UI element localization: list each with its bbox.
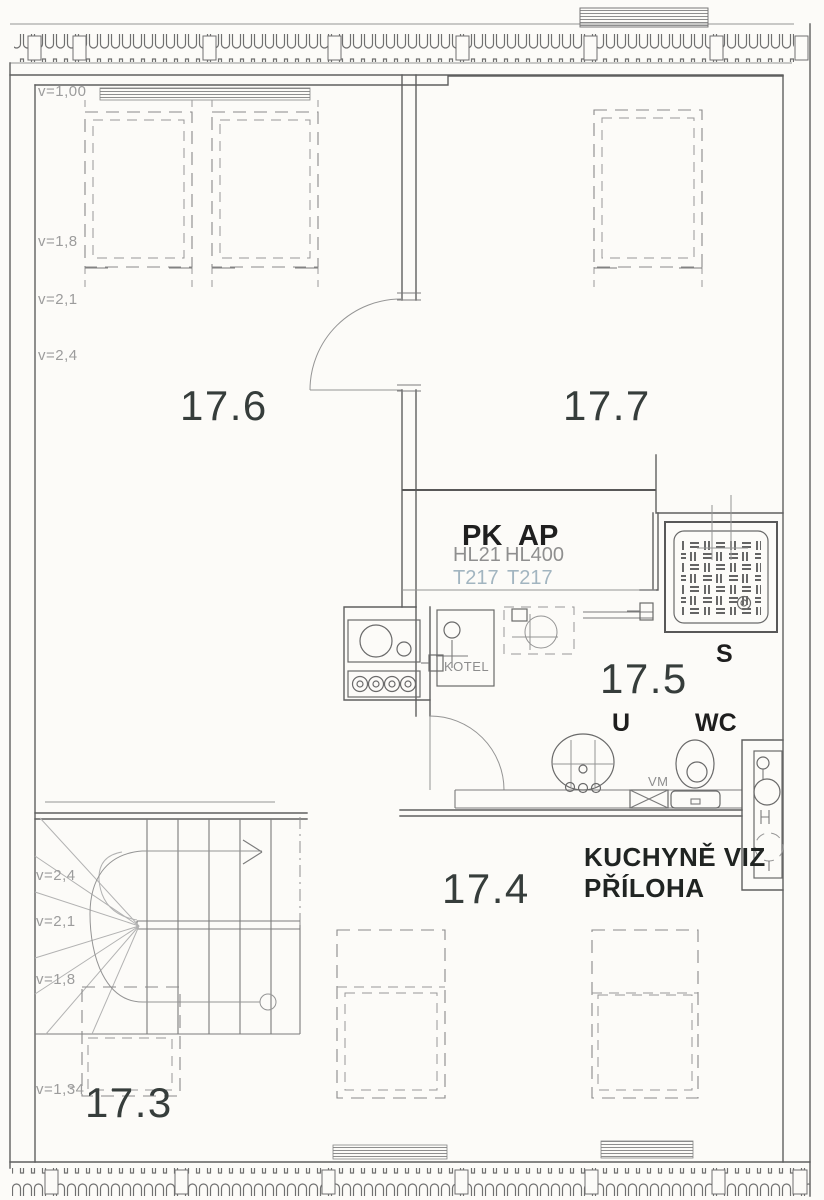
room-label-17-4: 17.4: [442, 865, 530, 912]
height-label-top: v=1,00: [38, 83, 87, 100]
riser-pipe-t217a: T217: [453, 567, 499, 589]
riser-type-hl21: HL21: [453, 544, 501, 566]
insulation-top: [14, 34, 794, 62]
kitchen-note-line2: PŘÍLOHA: [584, 873, 705, 903]
insulation-bottom: [12, 1168, 810, 1196]
shower-label: S: [716, 640, 733, 668]
chimney-block: [580, 8, 708, 27]
basin-label: U: [612, 709, 631, 737]
room-label-17-6: 17.6: [180, 382, 268, 429]
riser-label-pk: PK: [462, 520, 503, 552]
height-label-bottom: v=1,34: [36, 1081, 85, 1098]
height-label-stair-21: v=2,1: [36, 913, 76, 930]
boiler-label: KOTEL: [444, 659, 490, 674]
room-label-17-3: 17.3: [85, 1079, 173, 1126]
room-label-17-5: 17.5: [600, 655, 688, 702]
height-label-left-24: v=2,4: [38, 347, 78, 364]
height-label-stair-24: v=2,4: [36, 867, 76, 884]
wc-label: WC: [695, 709, 737, 737]
riser-type-hl400: HL400: [505, 544, 564, 566]
room-label-17-7: 17.7: [563, 382, 651, 429]
height-label-stair-18: v=1,8: [36, 971, 76, 988]
height-label-left-21: v=2,1: [38, 291, 78, 308]
riser-label-ap: AP: [518, 520, 559, 552]
riser-pipe-t217b: T217: [507, 567, 553, 589]
kitchen-note-line1: KUCHYNĚ VIZ: [584, 842, 766, 872]
washer-label: VM: [648, 774, 669, 789]
height-label-left-18: v=1,8: [38, 233, 78, 250]
